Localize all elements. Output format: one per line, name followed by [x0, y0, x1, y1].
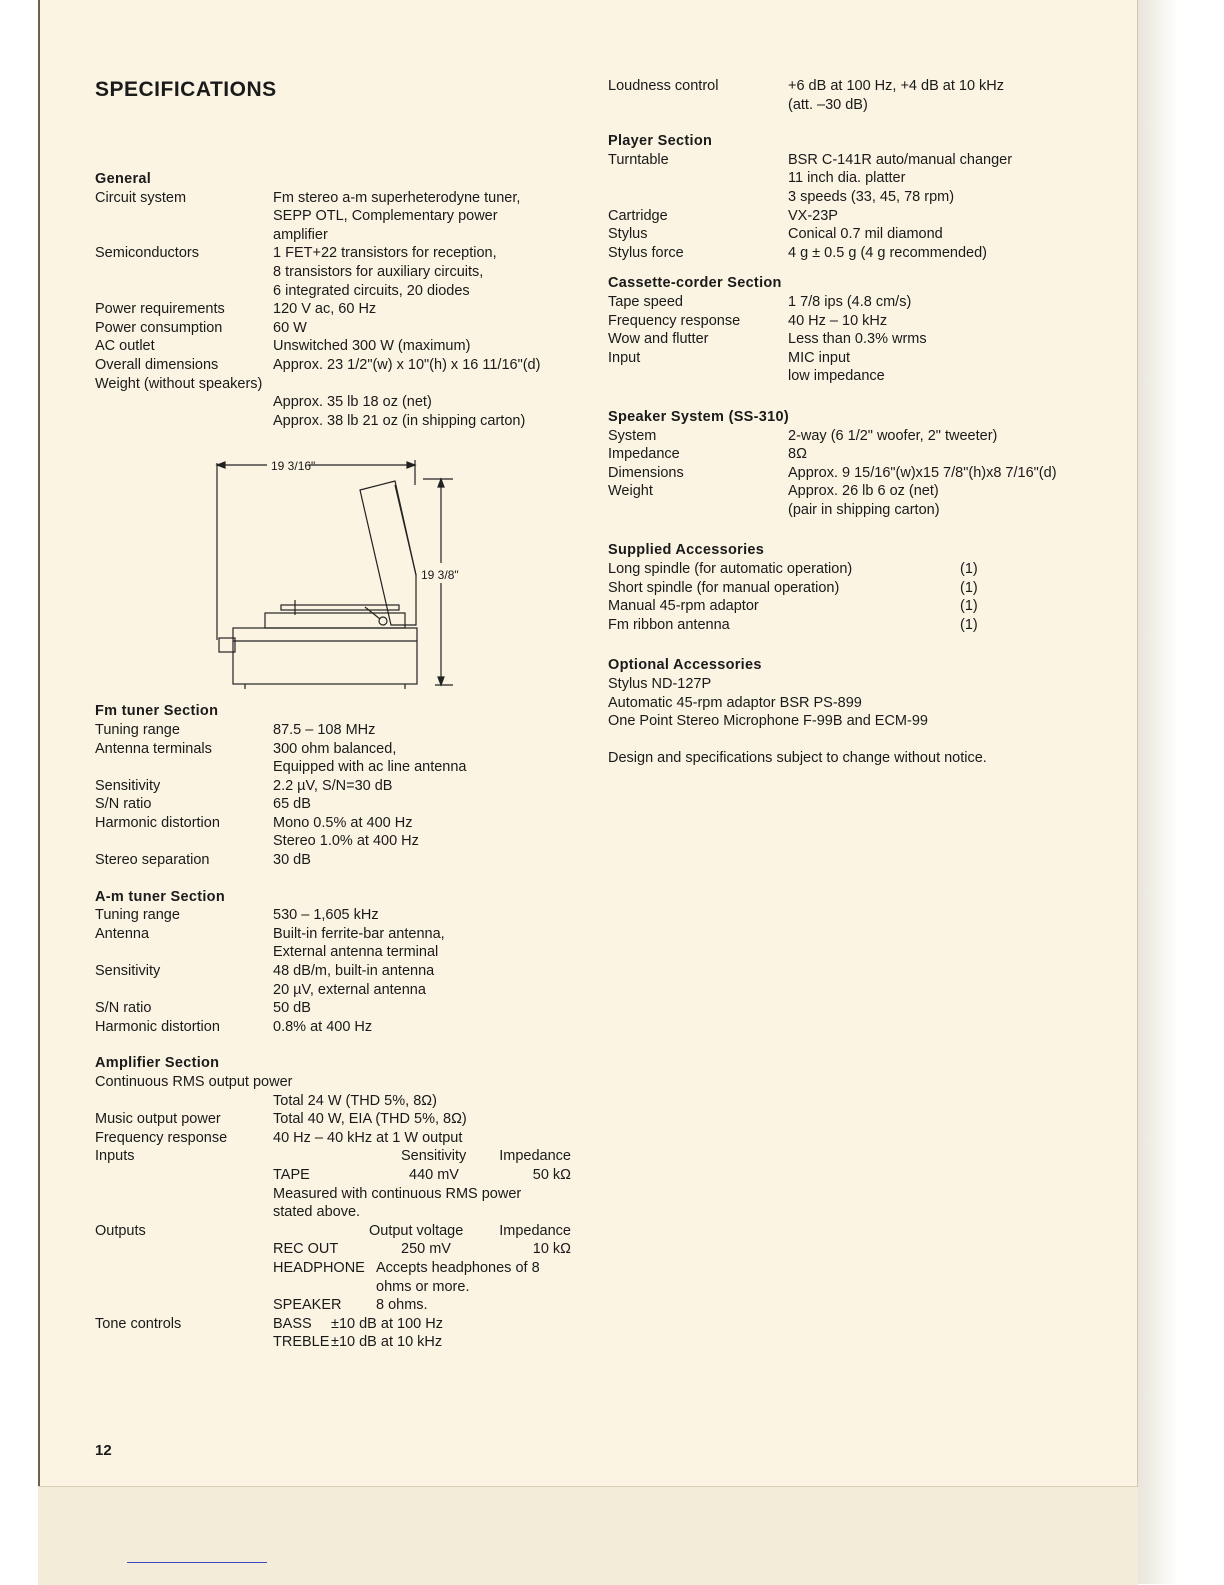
section-gap [608, 634, 1098, 656]
inputs-col-sensitivity: Sensitivity [401, 1148, 467, 1165]
dimension-diagram [205, 455, 475, 695]
am-tuner-heading: A-m tuner Section [95, 888, 225, 905]
spec-value: Less than 0.3% wrms [788, 331, 927, 348]
spec-value: Total 40 W, EIA (THD 5%, 8Ω) [273, 1111, 467, 1128]
width-arrow-right [407, 462, 415, 468]
height-arrow-bottom [438, 677, 444, 685]
loudness-row [608, 77, 1098, 114]
accessory-name: Short spindle (for manual operation) [608, 579, 840, 596]
spec-value-line: 8 transistors for auxiliary circuits, [273, 263, 484, 280]
spec-label: Frequency response [95, 1129, 228, 1146]
general-rows [95, 189, 585, 431]
spec-value: VX-23P [788, 207, 838, 224]
spec-row [95, 356, 585, 375]
spec-row [608, 445, 1098, 464]
accessory-qty: (1) [960, 561, 978, 578]
spec-row [608, 293, 1098, 312]
spec-label: AC outlet [95, 338, 155, 355]
spec-row [95, 925, 585, 962]
spec-value-line: BSR C-141R auto/manual changer [788, 151, 1013, 168]
spec-label: Input [608, 349, 641, 366]
cassette-heading: Cassette-corder Section [608, 275, 782, 292]
spec-row [95, 1222, 585, 1241]
optional-item: Automatic 45-rpm adaptor BSR PS-899 [608, 694, 862, 711]
section-gap [95, 1036, 585, 1054]
spec-row [608, 482, 1098, 519]
spec-label: Sensitivity [95, 777, 161, 794]
bass-text: ±10 dB at 100 Hz [331, 1315, 443, 1332]
weight-value: Approx. 35 lb 18 oz (net) [273, 394, 432, 411]
change-notice: Design and specifications subject to change without notice. [608, 749, 987, 766]
speaker-row [95, 1296, 585, 1315]
spec-label: Cartridge [608, 207, 668, 224]
spec-value-line: +6 dB at 100 Hz, +4 dB at 10 kHz [788, 78, 1005, 94]
spec-label: Harmonic distortion [95, 814, 220, 831]
spec-value [273, 244, 585, 300]
inputs-note: Measured with continuous RMS power [273, 1185, 522, 1202]
treble-row [95, 1333, 585, 1352]
spec-row [95, 814, 585, 851]
spec-label: Outputs [95, 1222, 146, 1239]
accessory-qty: (1) [960, 598, 978, 615]
treble-name: TREBLE [273, 1334, 330, 1351]
headphone-text: ohms or more. [376, 1278, 470, 1295]
spec-value [788, 349, 1098, 386]
spec-row [95, 1110, 585, 1129]
headphone-text: Accepts headphones of 8 [376, 1259, 540, 1276]
spec-row [95, 795, 585, 814]
spec-value: 0.8% at 400 Hz [273, 1018, 373, 1035]
page-number: 12 [95, 1442, 112, 1459]
spec-row [608, 151, 1098, 207]
spec-value [273, 814, 585, 851]
spec-row [95, 319, 585, 338]
width-dim-label: 19 3/16" [271, 459, 316, 473]
accessory-item [608, 616, 1098, 635]
spec-value [273, 740, 585, 777]
spec-value-line: (att. –30 dB) [788, 96, 868, 113]
spec-value: 120 V ac, 60 Hz [273, 301, 377, 318]
spec-value-line: 6 integrated circuits, 20 diodes [273, 282, 470, 299]
page-title: SPECIFICATIONS [95, 78, 277, 101]
spec-row [95, 999, 585, 1018]
rec-out-voltage: 250 mV [401, 1241, 451, 1258]
spec-value-line: Mono 0.5% at 400 Hz [273, 814, 413, 831]
treble-text: ±10 dB at 10 kHz [331, 1334, 443, 1351]
spec-label: S/N ratio [95, 1000, 152, 1017]
dust-cover [360, 481, 416, 625]
weight-label: Weight (without speakers) [95, 375, 263, 392]
spec-row [95, 337, 585, 356]
spec-label: Harmonic distortion [95, 1018, 220, 1035]
spec-value: 40 Hz – 10 kHz [788, 312, 888, 329]
spec-value-line: 300 ohm balanced, [273, 740, 397, 757]
spec-label: Tone controls [95, 1315, 182, 1332]
spec-label: Stylus force [608, 244, 684, 261]
spec-row [608, 330, 1098, 349]
spec-value: Conical 0.7 mil diamond [788, 226, 943, 243]
spec-value: 2-way (6 1/2" woofer, 2" tweeter) [788, 427, 998, 444]
spec-value-line: amplifier [273, 226, 328, 243]
spec-label: Overall dimensions [95, 356, 219, 373]
spec-row [95, 740, 585, 777]
right-column [608, 77, 1098, 767]
spec-label: S/N ratio [95, 796, 152, 813]
section-gap [608, 262, 1098, 274]
spec-value [273, 962, 585, 999]
spec-value: Approx. 9 15/16"(w)x15 7/8"(h)x8 7/16"(d) [788, 464, 1057, 481]
spec-row [95, 1315, 585, 1334]
spec-value: 30 dB [273, 852, 311, 869]
accessory-name: Manual 45-rpm adaptor [608, 598, 759, 615]
console-body [233, 628, 417, 684]
spec-row [95, 244, 585, 300]
spec-label: Frequency response [608, 312, 741, 329]
spec-value-line: Equipped with ac line antenna [273, 759, 467, 776]
spec-value [273, 189, 585, 245]
spec-row [95, 906, 585, 925]
spec-value: 530 – 1,605 kHz [273, 907, 379, 924]
spec-label: Wow and flutter [608, 331, 709, 348]
height-arrow-top [438, 479, 444, 487]
spec-label: Impedance [608, 446, 680, 463]
spec-value: 60 W [273, 319, 307, 336]
spec-value-line: External antenna terminal [273, 944, 439, 961]
general-heading: General [95, 171, 152, 187]
spec-label: Dimensions [608, 464, 684, 481]
spec-value: 2.2 µV, S/N=30 dB [273, 777, 393, 794]
spec-value-line: Fm stereo a-m superheterodyne tuner, [273, 189, 521, 206]
rec-out-row [95, 1240, 585, 1259]
spec-value-line: (pair in shipping carton) [788, 501, 940, 518]
spec-value: 1 7/8 ips (4.8 cm/s) [788, 293, 912, 310]
spec-row [95, 300, 585, 319]
spec-label: Circuit system [95, 189, 187, 206]
spec-label: Antenna [95, 925, 150, 942]
spec-row [608, 207, 1098, 226]
inputs-header [273, 1147, 585, 1166]
accessory-name: Fm ribbon antenna [608, 616, 730, 633]
section-gap [608, 114, 1098, 132]
spec-value [788, 77, 1098, 114]
outputs-col-voltage: Output voltage [369, 1222, 464, 1239]
spec-row [608, 244, 1098, 263]
tonearm-pivot [379, 617, 387, 625]
spec-row [95, 1147, 585, 1166]
headphone-name: HEADPHONE [273, 1259, 365, 1276]
spec-row [608, 349, 1098, 386]
spec-value-line: 11 inch dia. platter [788, 170, 906, 187]
spec-label: Music output power [95, 1111, 221, 1128]
spec-row [95, 962, 585, 999]
spec-row [95, 1018, 585, 1037]
spec-row [95, 1129, 585, 1148]
accessory-item [608, 579, 1098, 598]
accessory-item [608, 560, 1098, 579]
spec-value: 50 dB [273, 1000, 311, 1017]
bass-name: BASS [273, 1315, 312, 1332]
rec-out-name: REC OUT [273, 1241, 339, 1258]
continuous-power-label: Continuous RMS output power [95, 1074, 293, 1090]
spec-value [273, 925, 585, 962]
speaker-system-heading: Speaker System (SS-310) [608, 408, 789, 425]
bass-row [273, 1315, 585, 1334]
spec-label: Inputs [95, 1148, 135, 1165]
spec-row [608, 464, 1098, 483]
spec-value [788, 151, 1098, 207]
spec-label: Tuning range [95, 721, 180, 738]
section-gap [608, 386, 1098, 408]
spec-label: Sensitivity [95, 963, 161, 980]
section-gap [608, 519, 1098, 541]
rec-out-impedance: 10 kΩ [532, 1241, 571, 1258]
spec-row [608, 427, 1098, 446]
spec-row [608, 225, 1098, 244]
spec-label: Tuning range [95, 907, 180, 924]
spec-label: Semiconductors [95, 245, 199, 262]
turntable-platter [281, 605, 399, 610]
spec-row [95, 777, 585, 796]
spec-value-line: low impedance [788, 368, 885, 385]
spec-label: Weight [608, 483, 653, 500]
width-arrow-left [217, 462, 225, 468]
speaker-name: SPEAKER [273, 1297, 342, 1314]
spec-value: 8Ω [788, 446, 807, 463]
weight-value: Approx. 38 lb 21 oz (in shipping carton) [273, 412, 526, 429]
optional-item: One Point Stereo Microphone F-99B and ECM-99 [608, 713, 928, 730]
spec-label: Loudness control [608, 78, 719, 94]
speaker-text: 8 ohms. [376, 1297, 428, 1314]
accessory-qty: (1) [960, 579, 978, 596]
fm-tuner-heading: Fm tuner Section [95, 703, 219, 720]
continuous-power-value: Total 24 W (THD 5%, 8Ω) [273, 1092, 437, 1109]
supplied-accessories-heading: Supplied Accessories [608, 542, 765, 559]
outputs-col-impedance: Impedance [499, 1222, 571, 1239]
accessory-qty: (1) [960, 616, 978, 633]
spec-value-line: MIC input [788, 349, 851, 366]
spec-value [788, 482, 1098, 519]
spec-value: Unswitched 300 W (maximum) [273, 338, 471, 355]
spec-label: System [608, 427, 657, 444]
spec-row [95, 189, 585, 245]
spec-value-line: SEPP OTL, Complementary power [273, 208, 498, 225]
accessory-item [608, 597, 1098, 616]
optional-item: Stylus ND-127P [608, 676, 712, 693]
spec-value-line: Built-in ferrite-bar antenna, [273, 925, 445, 942]
spec-row [608, 312, 1098, 331]
inputs-col-impedance: Impedance [499, 1148, 571, 1165]
spec-value: 4 g ± 0.5 g (4 g recommended) [788, 244, 987, 261]
section-gap [95, 870, 585, 888]
spec-value: 87.5 – 108 MHz [273, 721, 376, 738]
spec-label: Tape speed [608, 293, 683, 310]
accessory-name: Long spindle (for automatic operation) [608, 561, 853, 578]
scan-artifact-line [127, 1562, 267, 1563]
optional-accessories-heading: Optional Accessories [608, 657, 762, 674]
spec-value-line: Stereo 1.0% at 400 Hz [273, 833, 419, 850]
spec-value-line: 1 FET+22 transistors for reception, [273, 245, 497, 262]
tape-impedance: 50 kΩ [532, 1166, 571, 1183]
spec-label: Power consumption [95, 319, 223, 336]
spec-value: 65 dB [273, 796, 311, 813]
outputs-header [273, 1222, 585, 1241]
spec-value-line: Approx. 26 lb 6 oz (net) [788, 483, 939, 500]
height-dim-label: 19 3/8" [421, 568, 459, 582]
spec-label: Stereo separation [95, 852, 210, 869]
left-column [95, 170, 585, 1352]
spec-row [95, 851, 585, 870]
spec-value: 40 Hz – 40 kHz at 1 W output [273, 1129, 463, 1146]
turntable-base [265, 613, 405, 628]
spec-value-line: 48 dB/m, built-in antenna [273, 963, 435, 980]
spec-value: Approx. 23 1/2"(w) x 10"(h) x 16 11/16"(d) [273, 356, 541, 373]
spec-value-line: 3 speeds (33, 45, 78 rpm) [788, 188, 955, 205]
inputs-note: stated above. [273, 1204, 361, 1221]
amplifier-heading: Amplifier Section [95, 1055, 220, 1072]
page-bottom-edge [38, 1486, 1138, 1585]
spec-label: Power requirements [95, 301, 225, 318]
tape-name: TAPE [273, 1166, 310, 1183]
spec-row [95, 721, 585, 740]
spec-value-line: 20 µV, external antenna [273, 981, 426, 998]
spec-label: Turntable [608, 151, 669, 168]
player-heading: Player Section [608, 133, 713, 150]
dust-cover-edge [395, 485, 416, 575]
tape-input-row [95, 1166, 585, 1185]
section-gap [608, 731, 1098, 749]
spec-label: Antenna terminals [95, 740, 212, 757]
spec-label: Stylus [608, 226, 648, 243]
tape-sensitivity: 440 mV [409, 1166, 459, 1183]
scan-margin [1138, 0, 1178, 1584]
headphone-row [95, 1259, 585, 1278]
headphone-row-cont [95, 1278, 585, 1297]
